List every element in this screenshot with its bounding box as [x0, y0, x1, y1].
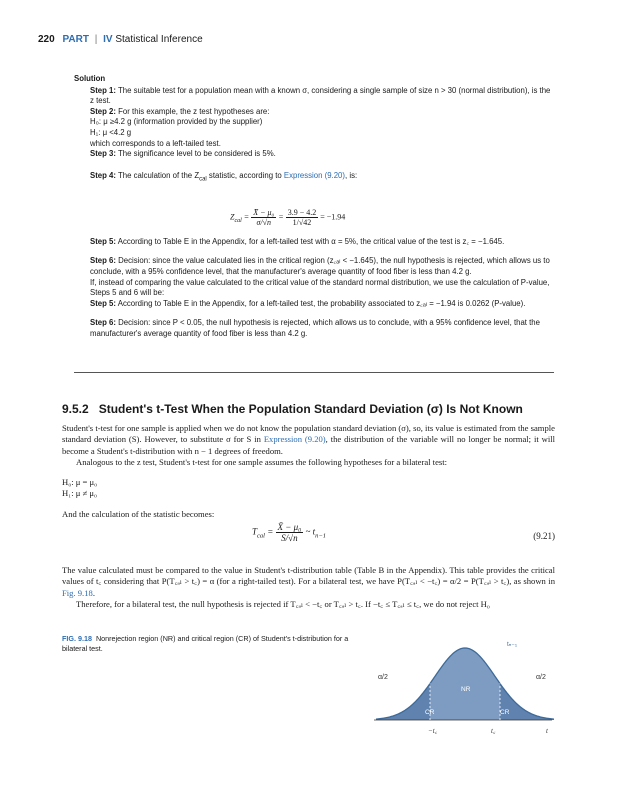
para3: And the calculation of the statistic becomes:: [62, 509, 215, 520]
step2-label: Step 2:: [90, 106, 116, 116]
para4: [62, 565, 555, 599]
zcal-numerator: X̄ − μ₀: [253, 208, 275, 217]
solution-title: Solution: [74, 74, 106, 83]
step3-text: The significance level to be considered is 5%.: [118, 149, 276, 159]
nonrejection-region: [430, 648, 500, 720]
para1: [62, 423, 555, 457]
left-tail-label: α/2: [378, 674, 388, 681]
hyp-h1: H₁: μ ≠ μ₀: [62, 488, 97, 499]
fig-link[interactable]: Fig. 9.18: [62, 587, 93, 598]
equation-number: (9.21): [533, 531, 555, 541]
para1-end: , the distribution of the variable will no longer be normal; it will become a Student's t-distribution with n − 1 degrees of freedom.: [62, 434, 555, 456]
step3-label: Step 3:: [90, 149, 116, 159]
zcal-fraction-numeric: [286, 208, 319, 227]
figure-caption-text: Nonrejection region (NR) and critical region (CR) of Student's t-distribution for a bilateral test.: [62, 634, 349, 653]
para1-expression-link[interactable]: Expression (9.20): [263, 434, 326, 445]
step3: [74, 149, 554, 160]
t-axis-label: t: [546, 727, 548, 735]
alt-step6: [74, 318, 554, 339]
tcal-numerator: X̄ − μ₀: [277, 522, 302, 532]
tcal-fraction: [276, 522, 304, 543]
figure-label: FIG. 9.18: [62, 634, 92, 643]
zcal-result: = −1.94: [320, 212, 346, 222]
step1: [74, 86, 554, 107]
alt-intro: If, instead of comparing the value calculated to the critical value of the standard normal distribution, we use the calculation of P-value, Steps 5 and 6 will be:: [90, 277, 550, 298]
step4-end: , is:: [345, 170, 358, 180]
part-title: Statistical Inference: [115, 34, 203, 45]
figure-caption: [62, 634, 372, 654]
step5: [74, 237, 554, 248]
tcal-distribution-sub: n−1: [315, 532, 327, 540]
step2-text: For this example, the z test hypotheses are:: [118, 106, 270, 116]
cr-right-label: CR: [500, 709, 510, 716]
para2: Analogous to the z test, Student's t-test for one sample assumes the following hypotheses for a bilateral test:: [76, 457, 448, 468]
alt-step5: [74, 299, 554, 310]
para5: Therefore, for a bilateral test, the null hypothesis is rejected if T꜀ₐₗ < −t꜀ or T꜀ₐₗ > t꜀. If −t꜀ ≤ T꜀ₐₗ ≤ t꜀, we do not reject H₀: [76, 599, 490, 610]
zcal-lhs: Z: [230, 212, 235, 222]
cr-left-label: CR: [425, 709, 435, 716]
neg-tc-label: −t꜀: [428, 727, 438, 735]
tcal-lhs-sub: cal: [257, 532, 265, 540]
header-separator: |: [94, 34, 98, 45]
alt-step5-text: According to Table E in the Appendix, for a left-tailed test, the probability associated to z꜀ₐₗ = −1.94 is 0.0262 (P-value).: [117, 298, 526, 308]
part-number: IV: [103, 34, 113, 45]
page-header: [38, 34, 203, 45]
tcal-formula: $T_{cal}$ = $\frac{\text{X̄ − μ₀}}{S/√n}$ ~ $t_{n-1}$ (9.21): [252, 522, 555, 543]
zcal-denominator: σ/√n: [256, 218, 272, 227]
step4-text: The calculation of the Z: [118, 170, 200, 180]
para4-text: The value calculated must be compared to the value in Student's t-distribution table (Table B in the Appendix). This table provides the critical values of t꜀ considering that P(T꜀ₐₗ > t꜀) = α (for a right-tailed test). For a bilateral test, we have P(T꜀ₐₗ < −t꜀) = α/2 = P(T꜀ₐₗ > t꜀), as shown in: [62, 564, 555, 587]
tcal-denominator: S/√n: [281, 533, 298, 543]
section-title-text: Student's t-Test When the Population Standard Deviation (σ) Is Not Known: [98, 402, 523, 416]
alt-step5-label: Step 5:: [90, 298, 116, 308]
step2-h0: H₀: μ ≥4.2 g (information provided by the supplier): [90, 117, 263, 127]
right-tail-label: α/2: [536, 674, 546, 681]
step4-sub: cal: [199, 176, 207, 183]
step1-label: Step 1:: [90, 85, 116, 95]
step6: [74, 256, 554, 277]
step5-text: According to Table E in the Appendix, for a left-tailed test with α = 5%, the critical value of the test is z꜀ = −1.645.: [117, 236, 505, 246]
para1-text: Student's t-test for one sample is applied when we do not know the population standard deviation (σ), so, its value is estimated from the sample standard deviation (S). However, to substitute σ for S in: [62, 423, 555, 445]
tcal-distribution: ~ t: [305, 526, 316, 537]
para4-end: .: [92, 587, 95, 598]
step4-label: Step 4:: [90, 170, 116, 180]
pos-tc-label: t꜀: [491, 727, 496, 735]
step2-h1: H₁: μ <4.2 g: [90, 127, 132, 137]
step4-text2: statistic, according to: [206, 170, 284, 180]
section-body: [62, 423, 555, 610]
zcal-lhs-sub: cal: [234, 217, 242, 224]
curve-label: tₙ₋₁: [507, 641, 518, 648]
alt-step6-text: Decision: since P < 0.05, the null hypothesis is rejected, which allows us to conclude, with a 95% confidence level, that the manufacturer's average quantity of food fiber is less than 4.2 g.: [90, 318, 540, 339]
step5-label: Step 5:: [90, 236, 116, 246]
solution-divider: [74, 372, 554, 373]
page-number: 220: [38, 34, 55, 45]
step6-label: Step 6:: [90, 256, 116, 266]
step2-tail: which corresponds to a left-tailed test.: [90, 138, 221, 148]
zcal-formula: $Z_{cal}$ = $\frac{\text{X̄ − μ₀}}{\sigma/√n}$ = $\frac{3.9 - 4.2}{1/√42}$ = −1.94: [230, 208, 346, 227]
expression-link[interactable]: Expression (9.20): [283, 170, 345, 180]
part-label: PART: [62, 34, 89, 45]
step2: [74, 107, 554, 118]
solution-block: [74, 74, 554, 340]
t-distribution-figure: [370, 634, 560, 742]
zcal-numerator-value: 3.9 − 4.2: [287, 208, 317, 217]
section-number: 9.5.2: [62, 402, 89, 416]
hyp-h0: H₀: μ = μ₀: [62, 476, 98, 487]
step4: [74, 171, 554, 185]
alt-step6-label: Step 6:: [90, 318, 116, 328]
tcal-lhs: T: [252, 526, 258, 537]
section-title: [62, 402, 523, 416]
nr-label: NR: [461, 686, 471, 693]
critical-region-left: [376, 684, 430, 720]
step6-text: Decision: since the value calculated lies in the critical region (z꜀ₐₗ < −1.645), the null hypothesis is rejected, which allows us to conclude, with a 95% confidence level, that the manufacturer's average quantity of food fiber is less than 4.2 g.: [90, 256, 550, 277]
step1-text: The suitable test for a population mean with a known σ, considering a single sample of size n > 30 (normal distribution), is the z test.: [90, 85, 551, 106]
zcal-fraction-symbolic: [251, 208, 276, 227]
zcal-denominator-value: 1/√42: [292, 218, 312, 227]
